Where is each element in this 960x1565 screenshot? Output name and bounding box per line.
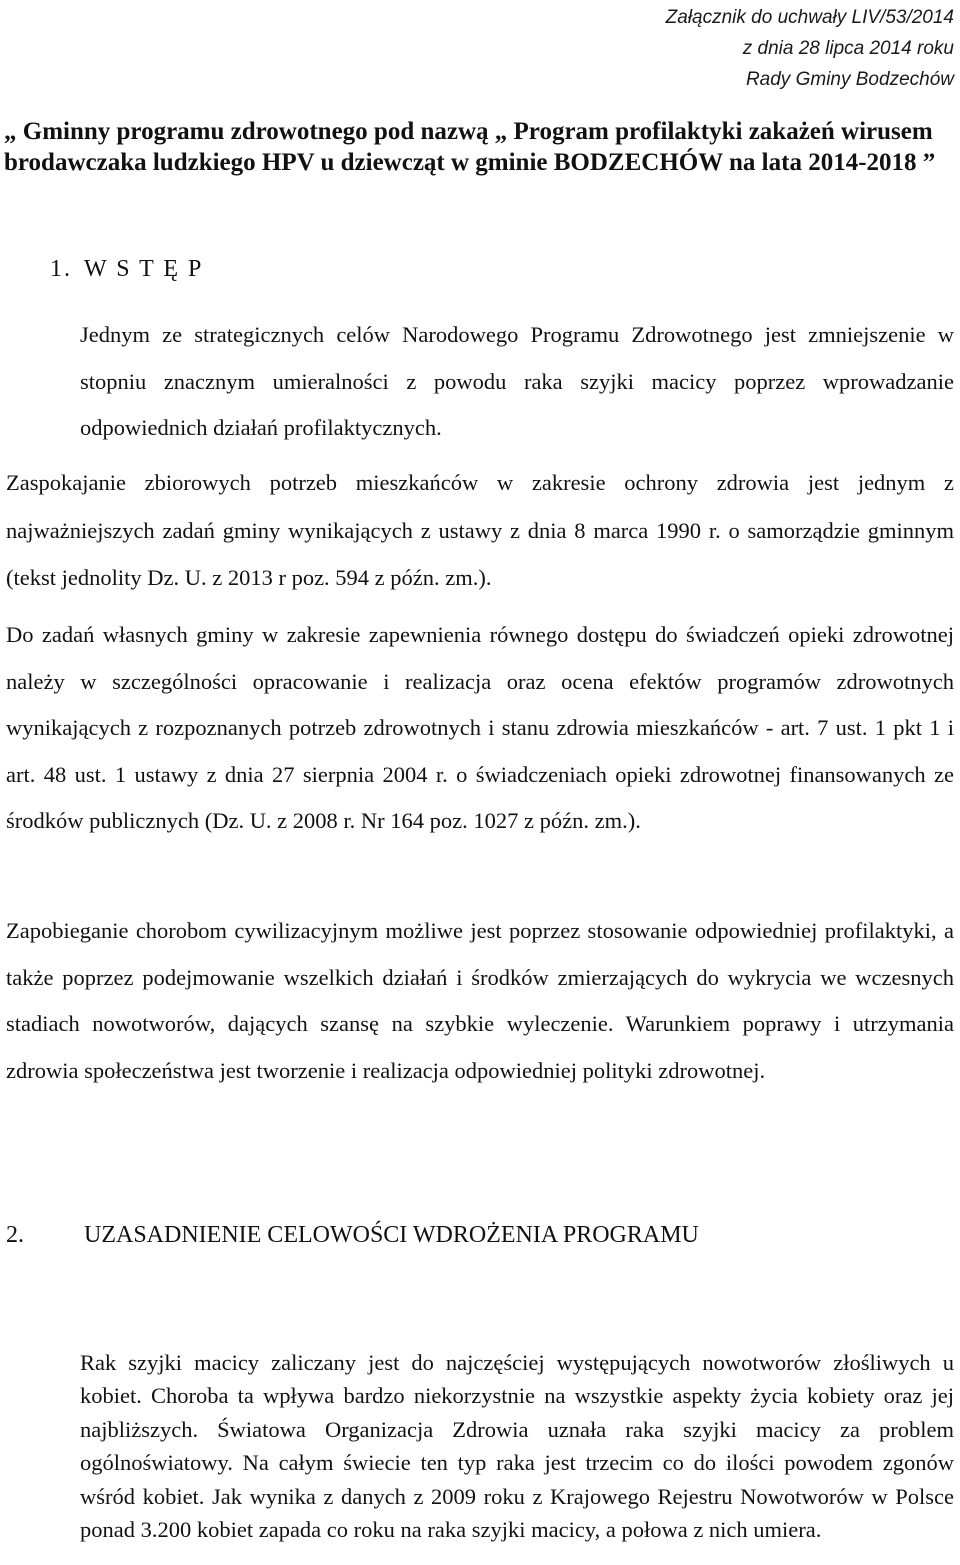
section-1-number: 1. bbox=[50, 256, 72, 282]
attachment-note bbox=[666, 2, 954, 95]
attachment-note-line-2: z dnia 28 lipca 2014 roku bbox=[742, 38, 954, 59]
section-1-paragraph-4: Zapobieganie chorobom cywilizacyjnym możliwe jest poprzez stosowanie odpowiedniej profilaktyki, a także poprzez podejmowanie wszelkich działań i środków zmierzających do wykrycia we wczesnych stadiach nowotworów, dających szansę na szybkie wyleczenie. Warunkiem poprawy i utrzymania zdrowia społeczeństwa jest tworzenie i realizacja odpowiedniej polityki zdrowotnej. bbox=[6, 918, 954, 1083]
section-1-title: W S T Ę P bbox=[84, 256, 204, 282]
section-2-title: UZASADNIENIE CELOWOŚCI WDROŻENIA PROGRAMU bbox=[84, 1222, 699, 1248]
section-1-heading bbox=[50, 256, 203, 283]
attachment-note-line-1: Załącznik do uchwały LIV/53/2014 bbox=[665, 7, 954, 28]
document-title: „ Gminny programu zdrowotnego pod nazwą „ Program profilaktyki zakażeń wirusem brodawczaka ludzkiego HPV u dziewcząt w gminie BODZECHÓW na lata 2014-2018 ” bbox=[4, 118, 936, 176]
section-1-paragraph-3: Do zadań własnych gminy w zakresie zapewnienia równego dostępu do świadczeń opieki zdrowotnej należy w szczególności opracowanie i realizacja oraz ocena efektów programów zdrowotnych wynikających z rozpoznanych potrzeb zdrowotnych i stanu zdrowia mieszkańców - art. 7 ust. 1 pkt 1 i art. 48 ust. 1 ustawy z dnia 27 sierpnia 2004 r. o świadczeniach opieki zdrowotnej finansowanych ze środków publicznych (Dz. U. z 2008 r. Nr 164 poz. 1027 z późn. zm.). bbox=[6, 622, 954, 833]
section-2-number: 2. bbox=[6, 1222, 24, 1248]
attachment-note-line-3: Rady Gminy Bodzechów bbox=[745, 69, 954, 90]
section-1-paragraph-2: Zaspokajanie zbiorowych potrzeb mieszkańców w zakresie ochrony zdrowia jest jednym z najważniejszych zadań gminy wynikających z ustawy z dnia 8 marca 1990 r. o samorządzie gminnym (tekst jednolity Dz. U. z 2013 r poz. 594 z późn. zm.). bbox=[6, 470, 954, 590]
section-2-heading bbox=[6, 1222, 699, 1249]
section-1-paragraph-1: Jednym ze strategicznych celów Narodowego Programu Zdrowotnego jest zmniejszenie w stopniu znacznym umieralności z powodu raka szyjki macicy poprzez wprowadzanie odpowiednich działań profilaktycznych. bbox=[80, 322, 954, 440]
section-2-paragraph: Rak szyjki macicy zaliczany jest do najczęściej występujących nowotworów złośliwych u kobiet. Choroba ta wpływa bardzo niekorzystnie na wszystkie aspekty życia kobiety oraz jej najbliższych. Światowa Organizacja Zdrowia uznała raka szyjki macicy za problem ogólnoświatowy. Na całym świecie ten typ raka jest trzecim co do ilości powodem zgonów wśród kobiet. Jak wynika z danych z 2009 roku z Krajowego Rejestru Nowotworów w Polsce ponad 3.200 kobiet zapada co roku na raka szyjki macicy, a połowa z nich umiera. bbox=[80, 1350, 954, 1543]
